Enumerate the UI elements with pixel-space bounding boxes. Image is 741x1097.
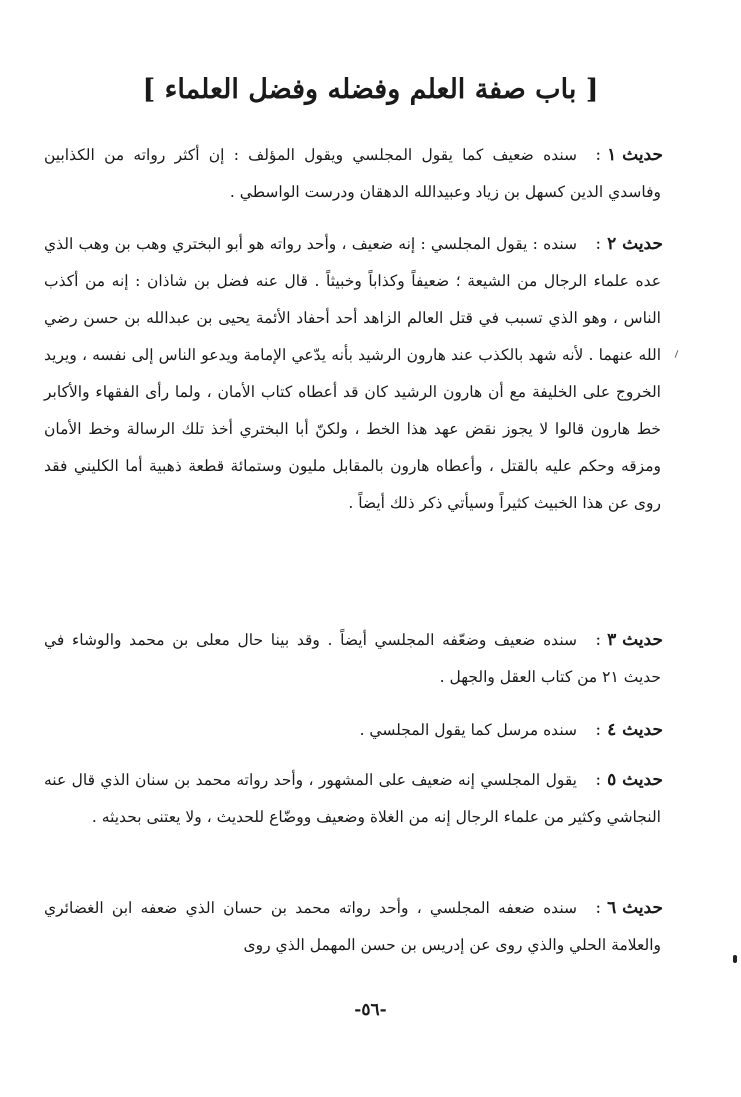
- hadith-entry-2: [44, 226, 661, 522]
- scan-mark: [675, 350, 679, 358]
- hadith-entry-3: [44, 622, 661, 696]
- hadith-label: [595, 137, 663, 174]
- hadith-label-text: حديث ٥: [607, 770, 663, 790]
- scan-speck: [733, 955, 737, 963]
- hadith-label: [595, 226, 663, 263]
- label-colon: :: [595, 145, 602, 165]
- label-colon: :: [595, 630, 602, 650]
- label-colon: :: [595, 720, 602, 740]
- chapter-title: [ باب صفة العلم وفضله وفضل العلماء ]: [142, 74, 599, 105]
- label-colon: :: [595, 234, 602, 254]
- hadith-label-text: حديث ٤: [607, 720, 663, 740]
- hadith-label-text: حديث ١: [607, 145, 663, 165]
- hadith-label: [595, 712, 663, 749]
- hadith-label-text: حديث ٦: [607, 898, 663, 918]
- label-colon: :: [595, 770, 602, 790]
- hadith-label: [595, 890, 663, 927]
- hadith-text: سنده ضعيف كما يقول المجلسي ويقول المؤلف : إن أكثر رواته من الكذابين وفاسدي الدين كسهل بن زياد وعبيدالله الدهقان ودرست الواسطي .: [44, 146, 661, 201]
- hadith-entry-4: [44, 712, 661, 749]
- label-colon: :: [595, 898, 602, 918]
- hadith-text: سنده مرسل كما يقول المجلسي .: [359, 721, 577, 739]
- hadith-entry-1: [44, 137, 661, 211]
- hadith-text: يقول المجلسي إنه ضعيف على المشهور ، وأحد رواته محمد بن سنان الذي قال عنه النجاشي وكثير من علماء الرجال إنه من الغلاة وضعيف ووضّاع للحديث ، ولا يعتنى بحديثه .: [44, 771, 661, 826]
- hadith-text: سنده ضعيف وضعّفه المجلسي أيضاً . وقد بينا حال معلى بن محمد والوشاء في حديث ٢١ من كتاب العقل والجهل .: [44, 631, 661, 686]
- hadith-entry-5: [44, 762, 661, 836]
- hadith-label: [595, 762, 663, 799]
- hadith-entry-6: [44, 890, 661, 964]
- page-number: -٥٦-: [354, 1000, 387, 1020]
- hadith-text: سنده ضعفه المجلسي ، وأحد رواته محمد بن حسان الذي ضعفه ابن الغضائري والعلامة الحلي والذي روى عن إدريس بن حسن المهمل الذي روى: [44, 899, 661, 954]
- hadith-text: سنده : يقول المجلسي : إنه ضعيف ، وأحد رواته هو أبو البختري وهب بن وهب الذي عده علماء الرجال من الشيعة ؛ ضعيفاً وكذاباً وخبيثاً . قال عنه فضل بن شاذان : إنه من أكذب الناس ، وهو الذي تسبب في قتل العالم الزاهد أحد أحفاد الأئمة يحيى بن عبدالله بن حسن رضي الله عنهما . لأنه شهد بالكذب عند هارون الرشيد بأنه يدّعي الإمامة ويدعو الناس إلى نفسه ، ويريد الخروج على الخليفة مع أن هارون الرشيد كان قد أعطاه كتاب الأمان ، ولما رأى الفقهاء والأكابر خط هارون قالوا لا يجوز نقض عهد هذا الخط ، ولكنّ أبا البختري أخذ تلك الرسالة وخط الأمان ومزقه وحكم عليه بالقتل ، وأعطاه هارون بالمقابل مليون وستمائة قطعة ذهبية أما الكليني فقد روى عن هذا الخبيث كثيراً وسيأتي ذكر ذلك أيضاً .: [44, 235, 661, 512]
- hadith-label: [595, 622, 663, 659]
- hadith-label-text: حديث ٣: [607, 630, 663, 650]
- hadith-label-text: حديث ٢: [607, 234, 663, 254]
